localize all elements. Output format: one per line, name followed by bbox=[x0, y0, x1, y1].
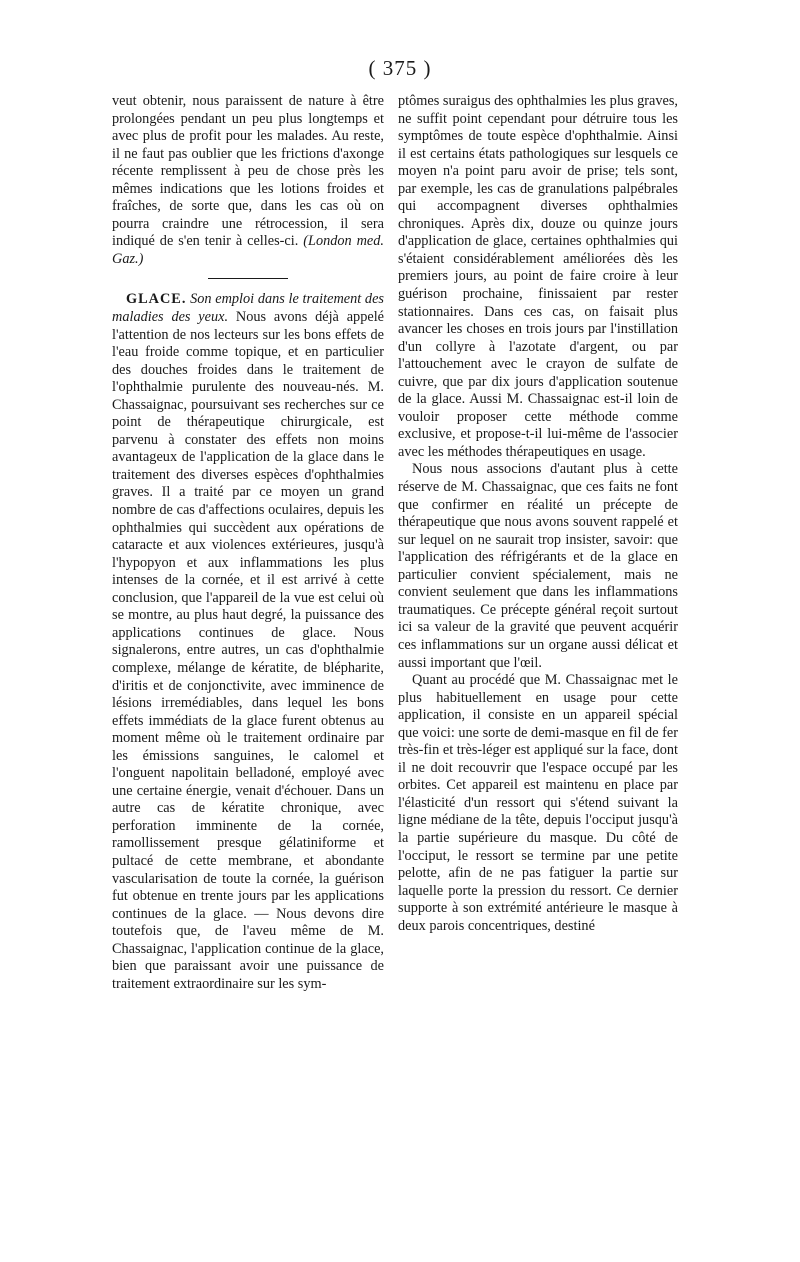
paragraph-text: veut obtenir, nous paraissent de nature à être prolongées pendant un peu plus longtemps et avec plus de profit pour les malades. Au reste, il ne faut pas oublier que les frictions d'axonge récente remplissent à peu de chose près les mêmes indications que les lotions froides et fraîches, de sorte que, dans les cas où on pourra craindre une rétrocession, il sera indiqué de s'en tenir à celles-ci. bbox=[112, 93, 384, 250]
separator-rule bbox=[208, 278, 288, 279]
left-column bbox=[112, 93, 384, 993]
paragraph bbox=[112, 93, 384, 268]
page-number: ( 375 ) bbox=[368, 56, 432, 80]
article-paragraph bbox=[112, 291, 384, 993]
paragraph: Nous nous associons d'autant plus à cette réserve de M. Chassaignac, que ces faits ne font que confirmer en réalité un précepte de thérapeutique que nous avons souvent rappelé et sur lequel on ne saurait trop insister, savoir: que l'application des réfrigérants et de la glace en particulier convient spécialement, mais ne convient seulement que dans les inflammations traumatiques. Ce précepte général reçoit surtout ici sa valeur de la gravité que peuvent acquérir ces inflammations sur un organe aussi délicat et aussi important que l'œil. bbox=[398, 461, 678, 671]
source-citation: (London med. Gaz.) bbox=[112, 233, 384, 267]
article-heading: GLACE. bbox=[126, 291, 187, 308]
right-column bbox=[398, 93, 678, 935]
paragraph: ptômes suraigus des ophthalmies les plus graves, ne suffit point cependant pour détruire tous les symptômes de toute espèce d'ophthalmie. Ainsi il est certains états pathologiques sur lesquels ce moyen n'a point paru avoir de prise; tels sont, par exemple, les cas de granulations palpébrales qui accompagnent diverses ophthalmies chroniques. Après dix, douze ou quinze jours d'application de glace, certaines ophthalmies qui s'étaient considérablement améliorées dès les premiers jours, au point de faire croire à leur guérison prochaine, finissaient par rester stationnaires. Dans ces cas, on faisait plus avancer les choses en trois jours par l'instillation d'un collyre à l'azotate d'argent, ou par l'attouchement avec le crayon de sulfate de cuivre, que par dix jours d'application soutenue de la glace. Aussi M. Chassaignac est-il loin de vouloir proposer cette méthode comme exclusive, et propose-t-il lui-même de l'associer avec les méthodes thérapeutiques en usage. bbox=[398, 93, 678, 460]
article-body: Nous avons déjà appelé l'attention de nos lecteurs sur les bons effets de l'eau froide comme topique, et en particulier des douches froides dans le traitement de l'ophthalmie purulente des nouveau-nés. M. Chassaignac, poursuivant ses recherches sur ce point de thérapeutique chirurgicale, est parvenu à constater des effets non moins avantageux de l'application de la glace dans le traitement des diverses espèces d'ophthalmies graves. Il a traité par ce moyen un grand nombre de cas d'affections oculaires, depuis les ophthalmies qui succèdent aux opérations de cataracte et aux violences extérieures, jusqu'à l'hypopyon et aux inflammations les plus intenses de la cornée, et il est arrivé à cette conclusion, que l'appareil de la vue est celui où se montre, au plus haut degré, la puissance des applications continues de glace. Nous signalerons, entre autres, un cas d'ophthalmie complexe, mélange de kératite, de blépharite, d'iritis et de conjonctivite, avec imminence de lésions irremédiables, dans lequel les bons effets immédiats de la glace furent obtenus au moment même où le traitement ordinaire par les émissions sanguines, le calomel et l'onguent napolitain belladoné, employé avec une certaine énergie, venait d'échouer. Dans un autre cas de kératite chronique, avec perforation imminente de la cornée, ramollissement presque gélatiniforme et pultacé de cette membrane, et abondante vascularisation de toute la cornée, la guérison fut obtenue en trente jours par les applications continues de la glace. — Nous devons dire toutefois que, de l'aveu même de M. Chassaignac, l'application continue de la glace, bien que paraissant avoir une puissance de traitement extraordinaire sur les sym- bbox=[112, 309, 385, 992]
article-subtitle: Son emploi dans le traitement des maladies des yeux. bbox=[112, 291, 384, 326]
paragraph: Quant au procédé que M. Chassaignac met le plus habituellement en usage pour cette application, il consiste en un appareil spécial que voici: une sorte de demi-masque en fil de fer très-fin et très-léger est appliqué sur la face, dont il ne doit recouvrir que l'espace occupé par les orbites. Cet appareil est maintenu en place par l'élasticité d'un ressort qui s'étend suivant la ligne médiane de la tête, depuis l'occiput jusqu'à la partie supérieure du masque. Du côté de l'occiput, le ressort se termine par une petite pelotte, afin de ne pas fatiguer la partie sur laquelle porte la pression du ressort. Ce dernier supporte à son extrémité antérieure le masque à deux parois concentriques, destiné bbox=[398, 672, 678, 934]
